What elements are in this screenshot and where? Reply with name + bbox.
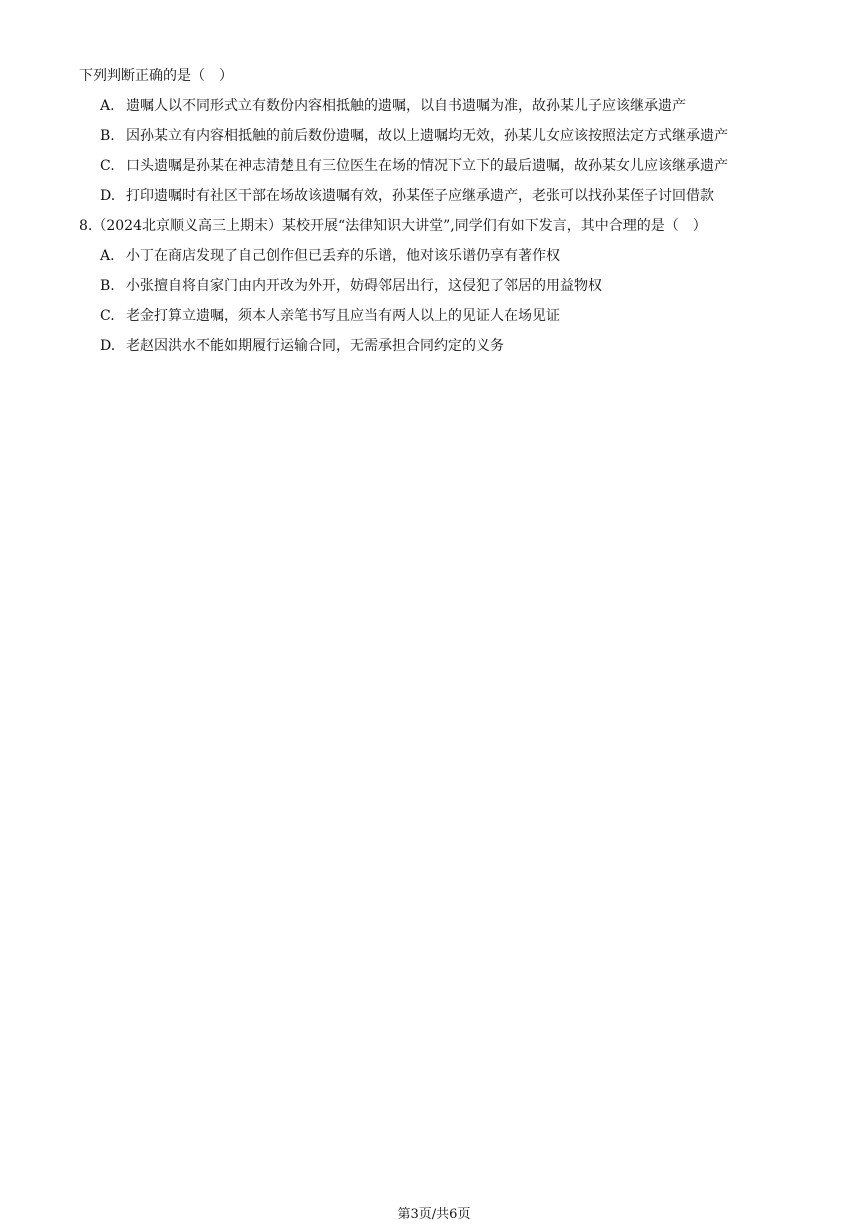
- page-number: 第3页/共6页: [397, 1207, 471, 1222]
- question-7-stem: 下列判断正确的是（ ）: [79, 68, 233, 84]
- question-7-option-c: [100, 156, 728, 176]
- option-letter: A.: [100, 248, 115, 264]
- option-letter: C.: [100, 308, 115, 324]
- option-text: 小丁在商店发现了自己创作但已丢弃的乐谱，他对该乐谱仍享有著作权: [126, 248, 560, 264]
- question-8-option-a: [100, 246, 560, 266]
- question-8-option-b: [100, 276, 602, 296]
- option-text: 口头遗嘱是孙某在神志清楚且有三位医生在场的情况下立下的最后遗嘱，故孙某女儿应该继承遗产: [126, 158, 728, 174]
- question-7-option-b: [100, 126, 728, 146]
- question-7-option-a: [100, 96, 686, 116]
- question-8-stem: 8.（2024北京顺义高三上期末）某校开展“法律知识大讲堂”,同学们有如下发言，其中合理的是（ ）: [79, 218, 707, 234]
- option-letter: D.: [100, 338, 116, 354]
- option-text: 老赵因洪水不能如期履行运输合同，无需承担合同约定的义务: [126, 338, 504, 354]
- option-letter: C.: [100, 158, 115, 174]
- question-8-option-d: [100, 336, 504, 356]
- option-letter: B.: [100, 278, 115, 294]
- option-text: 遗嘱人以不同形式立有数份内容相抵触的遗嘱，以自书遗嘱为准，故孙某儿子应该继承遗产: [126, 98, 686, 114]
- option-text: 小张擅自将自家门由内开改为外开，妨碍邻居出行，这侵犯了邻居的用益物权: [126, 278, 602, 294]
- option-letter: D.: [100, 188, 116, 204]
- question-7-option-d: [100, 186, 714, 206]
- option-text: 打印遗嘱时有社区干部在场故该遗嘱有效，孙某侄子应继承遗产，老张可以找孙某侄子讨回借款: [126, 188, 714, 204]
- option-text: 老金打算立遗嘱，须本人亲笔书写且应当有两人以上的见证人在场见证: [126, 308, 560, 324]
- option-text: 因孙某立有内容相抵触的前后数份遗嘱，故以上遗嘱均无效，孙某儿女应该按照法定方式继承遗产: [126, 128, 728, 144]
- option-letter: B.: [100, 128, 115, 144]
- option-letter: A.: [100, 98, 115, 114]
- question-8-option-c: [100, 306, 560, 326]
